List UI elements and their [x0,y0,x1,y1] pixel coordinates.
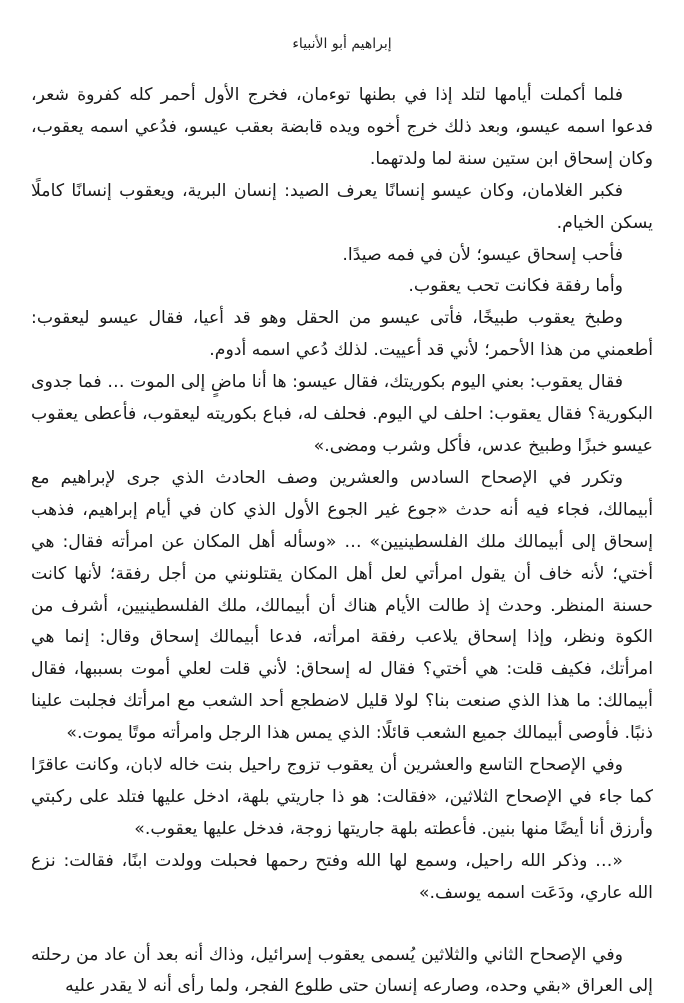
paragraph-1: فلما أكملت أيامها لتلد إذا في بطنها توءمان، فخرج الأول أحمر كله كفروة شعر، فدعوا اسمه عيسو، وبعد ذلك خرج أخوه ويده قابضة بعقب عيسو، فدُعي اسمه يعقوب، وكان إسحاق ابن ستين سنة لما ولدتهما. [31,85,653,169]
paragraph-3: فأحب إسحاق عيسو؛ لأن في فمه صيدًا. [342,244,623,265]
paragraph-8: وفي الإصحاح التاسع والعشرين أن يعقوب تزوج راحيل بنت خاله لابان، وكانت عاقرًا كما جاء في الإصحاح الثلاثين، «فقالت: هو ذا جاريتي بلهة، ادخل عليها فتلد على ركبتي وأرزق أنا أيضًا منها بنين. فأعطته بلهة جاريتها زوجة، فدخل عليها يعقوب.» [31,755,653,839]
paragraph-5: وطبخ يعقوب طبيخًا، فأتى عيسو من الحقل وهو قد أعيا، فقال عيسو ليعقوب: أطعمني من هذا الأحمر؛ لأني قد أعييت. لذلك دُعي اسمه أدوم. [31,308,653,361]
paragraph-6: فقال يعقوب: بعني اليوم بكوريتك، فقال عيسو: ها أنا ماضٍ إلى الموت … فما جدوى البكورية؟ فقال يعقوب: احلف لي اليوم. فحلف له، فباع بكوريته ليعقوب، فأعطى يعقوب عيسو خبزًا وطبيخ عدس، فأكل وشرب ومضى.» [31,372,653,456]
paragraph-4: وأما رفقة فكانت تحب يعقوب. [408,276,623,297]
paragraph-7: وتكرر في الإصحاح السادس والعشرين وصف الحادث الذي جرى لإبراهيم مع أبيمالك، فجاء فيه أنه حدث «جوع غير الجوع الأول الذي كان في أيام إبراهيم، فذهب إسحاق إلى أبيمالك ملك الفلسطينيين» … «وسأله أهل المكان عن امرأته فقال: هي أختي؛ لأنه خاف أن يقول امرأتي لعل أهل المكان يقتلونني من أجل رفقة؛ لأنها كانت حسنة المنظر. وحدث إذ طالت الأيام هناك أن أبيمالك، ملك الفلسطينيين، أشرف من الكوة ونظر، وإذا إسحاق يلاعب رفقة امرأته، فدعا أبيمالك إسحاق وقال: إنما هي امرأتك، فكيف قلت: هي أختي؟ فقال له إسحاق: لأني قلت لعلي أموت بسببها، فقال أبيمالك: ما هذا الذي صنعت بنا؟ لولا قليل لاضطجع أحد الشعب مع امرأتك فجلبت علينا ذنبًا. فأوصى أبيمالك جميع الشعب قائلًا: الذي يمس هذا الرجل وامرأته موتًا يموت.» [31,467,653,744]
paragraph-2: فكبر الغلامان، وكان عيسو إنسانًا يعرف الصيد: إنسان البرية، ويعقوب إنسانًا كاملًا يسكن الخيام. [31,180,653,233]
paragraph-10: وفي الإصحاح الثاني والثلاثين يُسمى يعقوب إسرائيل، وذاك أنه بعد أن عاد من رحلته إلى العراق «بقي وحده، وصارعه إنسان حتى طلوع الفجر، ولما رأى أنه لا يقدر عليه [31,944,653,997]
paragraph-9: «… وذكر الله راحيل، وسمع لها الله وفتح رحمها فحبلت وولدت ابنًا، فقالت: نزع الله عاري، ودَعَت اسمه يوسف.» [31,850,653,903]
body-text [31,80,653,1003]
running-header: إبراهيم أبو الأنبياء [292,36,392,52]
